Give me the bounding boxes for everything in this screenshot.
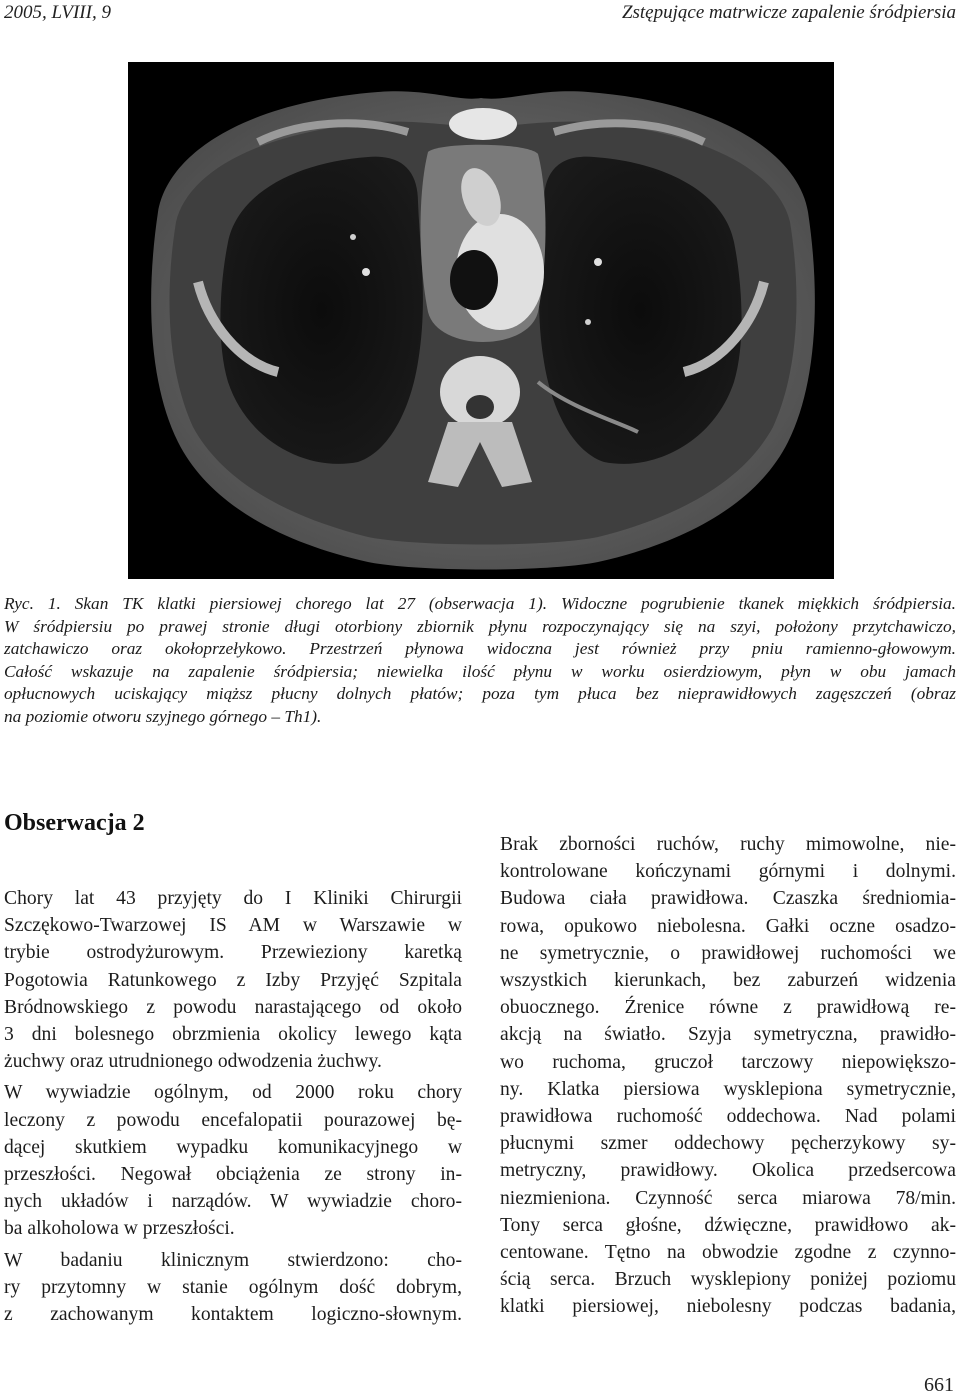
text-line: dącej skutkiem wypadku komunikacyjnego w bbox=[4, 1136, 462, 1158]
text-line: W wywiadzie ogólnym, od 2000 roku chory bbox=[4, 1082, 462, 1104]
text-line: prawidłowa ruchomość oddechowa. Nad polami bbox=[500, 1106, 956, 1128]
text-line: Chory lat 43 przyjęty do I Kliniki Chirurgii bbox=[4, 888, 462, 909]
text-line: Pogotowia Ratunkowego z Izby Przyjęć Szpitala bbox=[4, 969, 462, 991]
text-line: ry przytomny w stanie ogólnym dość dobrym, bbox=[4, 1276, 462, 1298]
caption-line: na poziomie otworu szyjnego górnego – Th1). bbox=[4, 706, 322, 726]
caption-line: Ryc. 1. Skan TK klatki piersiowej chorego lat 27 (obserwacja 1). Widoczne pogrubienie tkanek miękkich śródpiersia. bbox=[4, 594, 956, 613]
ct-scan-figure bbox=[128, 62, 834, 579]
text-line: Szczękowo-Twarzowej IS AM w Warszawie w bbox=[4, 915, 462, 937]
text-line: trybie ostrodyżurowym. Przewieziony karetką bbox=[4, 942, 462, 964]
paragraph bbox=[4, 1079, 462, 1242]
caption-line: opłucnowych uciskający miąższ płucny dolnych płatów; poza tym płuca bez nieprawidłowych zagęszczeń (obraz bbox=[4, 684, 956, 703]
text-line: nych układów i narządów. W wywiadzie choro- bbox=[4, 1191, 462, 1213]
text-line: metryczny, prawidłowy. Okolica przedsercowa bbox=[500, 1160, 956, 1182]
text-line: leczony z powodu encefalopatii pourazowej bę- bbox=[4, 1109, 462, 1131]
text-line: ne symetrycznie, o prawidłowej ruchomości we bbox=[500, 942, 956, 964]
text-line: przeszłości. Negował obciążenia ze strony in- bbox=[4, 1164, 462, 1186]
running-header-right: Zstępujące matrwicze zapalenie śródpiersia bbox=[621, 2, 956, 23]
figure-caption bbox=[4, 593, 956, 728]
text-line: 3 dni bolesnego obrzmienia okolicy lewego kąta bbox=[4, 1024, 462, 1046]
text-line: ba alkoholowa w przeszłości. bbox=[4, 1218, 235, 1240]
text-line: płucnymi szmer oddechowy pęcherzykowy sy- bbox=[500, 1133, 956, 1155]
text-line: centowane. Tętno na obwodzie zgodne z czynno- bbox=[500, 1242, 956, 1264]
page-number: 661 bbox=[924, 1374, 954, 1396]
text-line: Tony serca głośne, dźwięczne, prawidłowo ak- bbox=[500, 1214, 956, 1236]
text-line: obuocznego. Źrenice równe z prawidłową re- bbox=[500, 997, 956, 1019]
text-line: żuchwy oraz utrudnionego odwodzenia żuchwy. bbox=[4, 1051, 382, 1073]
text-line: akcją na światło. Szyja symetryczna, prawidło- bbox=[500, 1024, 956, 1046]
ct-scan-image bbox=[128, 62, 834, 579]
section-heading: Obserwacja 2 bbox=[4, 810, 145, 836]
text-line: Budowa ciała prawidłowa. Czaszka średniomia- bbox=[500, 888, 956, 910]
text-line: wo ruchoma, gruczoł tarczowy niepowiększo- bbox=[500, 1051, 956, 1073]
text-line: z zachowanym kontaktem logiczno-słownym. bbox=[4, 1304, 462, 1326]
paragraph bbox=[4, 885, 462, 1075]
text-line: niezmieniona. Czynność serca miarowa 78/min. bbox=[500, 1187, 956, 1209]
text-line: Bródnowskiego z powodu narastającego od około bbox=[4, 996, 462, 1018]
text-line: klatki piersiowej, niebolesny podczas badania, bbox=[500, 1296, 956, 1318]
right-column bbox=[500, 831, 956, 1321]
caption-line: W śródpiersiu po prawej stronie długi otorbiony zbiornik płynu rozpoczynający się na szyi, położony przytchawiczo, bbox=[4, 616, 956, 636]
running-header-left: 2005, LVIII, 9 bbox=[4, 2, 111, 23]
text-line: kontrolowane kończynami górnymi i dolnymi. bbox=[500, 861, 956, 883]
text-line: rowa, opukowo niebolesna. Gałki oczne osadzo- bbox=[500, 915, 956, 937]
text-line: Brak zborności ruchów, ruchy mimowolne, nie- bbox=[500, 834, 956, 855]
left-column bbox=[4, 885, 462, 1332]
text-line: W badaniu klinicznym stwierdzono: cho- bbox=[4, 1249, 462, 1271]
caption-line: Całość wskazuje na zapalenie śródpiersia; niewielka ilość płynu w worku osierdziowym, płyn w obu jamach bbox=[4, 661, 956, 681]
caption-line: zatchawiczo oraz okołoprzełykowo. Przestrzeń płynowa widoczna jest również przy pniu ramienno-głowowym. bbox=[4, 639, 956, 658]
paragraph bbox=[4, 1247, 462, 1329]
text-line: wszystkich kierunkach, bez zaburzeń widzenia bbox=[500, 970, 956, 992]
text-line: ścią serca. Brzuch wysklepiony poniżej poziomu bbox=[500, 1269, 956, 1291]
text-line: ny. Klatka piersiowa wysklepiona symetrycznie, bbox=[500, 1078, 956, 1100]
